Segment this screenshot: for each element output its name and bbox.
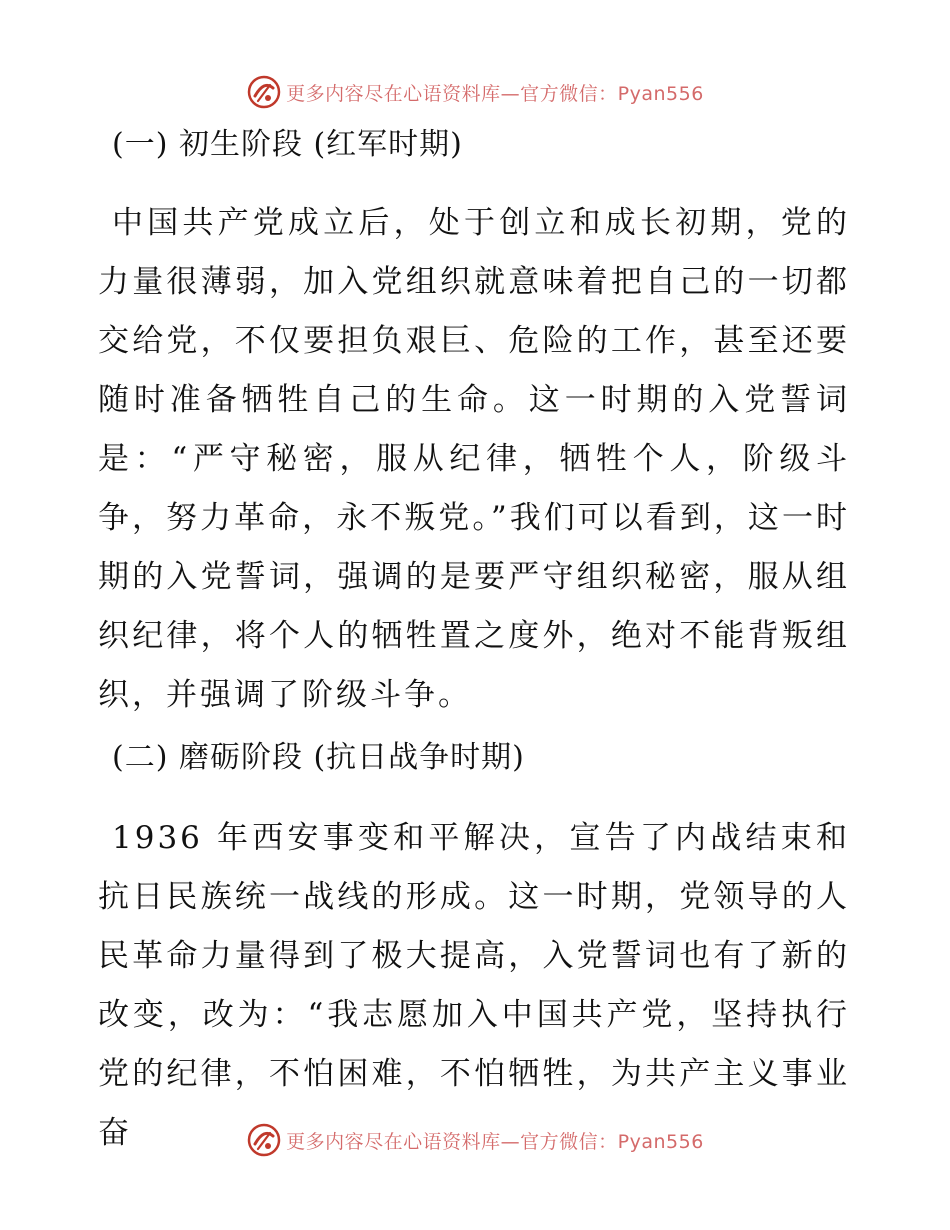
document-body	[98, 118, 850, 1163]
bottom-watermark-banner	[0, 1118, 950, 1162]
wechat-id: Pyan556	[617, 82, 704, 105]
red-seal-logo-icon	[246, 1122, 282, 1158]
section-2-paragraph: 1936 年西安事变和平解决，宣告了内战结束和抗日民族统一战线的形成。这一时期，党领导的人民革命力量得到了极大提高，入党誓词也有了新的改变，改为：“我志愿加入中国共产党，坚持执行党的纪律，不怕困难，不怕牺牲，为共产主义事业奋	[98, 820, 850, 1151]
red-seal-logo-icon	[246, 74, 282, 110]
watermark-text	[286, 1127, 704, 1154]
wechat-id: Pyan556	[617, 1130, 704, 1153]
watermark-label: 更多内容尽在心语资料库—官方微信：	[286, 82, 618, 105]
watermark-text	[286, 79, 704, 106]
top-watermark-banner	[0, 70, 950, 114]
section-1-paragraph: 中国共产党成立后，处于创立和成长初期，党的力量很薄弱，加入党组织就意味着把自己的一切都交给党，不仅要担负艰巨、危险的工作，甚至还要随时准备牺牲自己的生命。这一时期的入党誓词是：“严守秘密，服从纪律，牺牲个人，阶级斗争，努力革命，永不叛党。”我们可以看到，这一时期的入党誓词，强调的是要严守组织秘密，服从组织纪律，将个人的牺牲置之度外，绝对不能背叛组织，并强调了阶级斗争。	[98, 205, 850, 713]
watermark-label: 更多内容尽在心语资料库—官方微信：	[286, 1130, 618, 1153]
section-1-heading: (一) 初生阶段 (红军时期)	[112, 127, 463, 162]
section-2-heading: (二) 磨砺阶段 (抗日战争时期)	[112, 740, 525, 775]
